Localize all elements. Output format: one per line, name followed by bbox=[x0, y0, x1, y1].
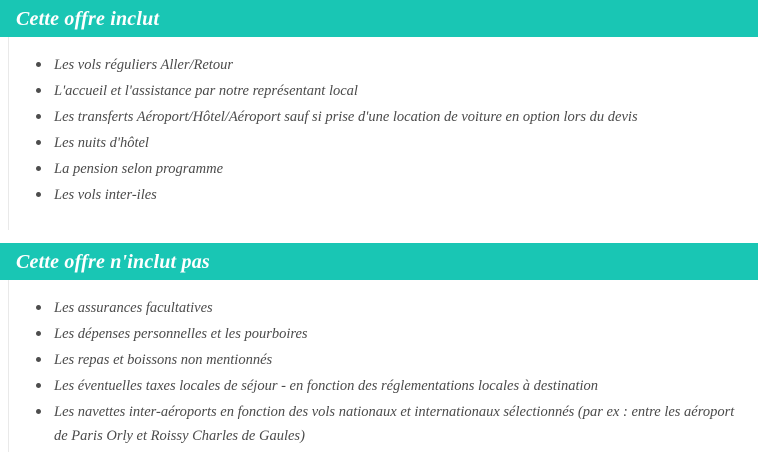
section-divider bbox=[0, 230, 758, 243]
list-item bbox=[42, 53, 738, 77]
list-item bbox=[42, 348, 738, 372]
section-excluded-title: Cette offre n'inclut pas bbox=[16, 250, 210, 273]
list-item-label: Les vols inter-iles bbox=[54, 187, 157, 203]
section-included-title: Cette offre inclut bbox=[16, 7, 160, 30]
section-excluded-header bbox=[0, 243, 758, 280]
list-item bbox=[42, 131, 738, 155]
list-item bbox=[42, 374, 738, 398]
list-item-label: La pension selon programme bbox=[54, 161, 224, 177]
list-item bbox=[42, 157, 738, 181]
list-item-label: Les transferts Aéroport/Hôtel/Aéroport sauf si prise d'une location de voiture en option lors du devis bbox=[54, 109, 638, 125]
list-item bbox=[42, 400, 738, 448]
list-item bbox=[42, 79, 738, 103]
section-excluded bbox=[0, 243, 758, 452]
list-item bbox=[42, 296, 738, 320]
list-item-label: Les navettes inter-aéroports en fonction des vols nationaux et internationaux sélectionnés (par ex : entre les aéroport de Paris Orly et Roissy Charles de Gaules) bbox=[54, 404, 735, 444]
section-included-header bbox=[0, 0, 758, 37]
list-item-label: Les vols réguliers Aller/Retour bbox=[54, 57, 233, 73]
excluded-list bbox=[20, 296, 738, 448]
list-item-label: Les repas et boissons non mentionnés bbox=[54, 352, 273, 368]
section-excluded-body bbox=[0, 280, 758, 452]
section-included-body bbox=[0, 37, 758, 230]
list-item-label: L'accueil et l'assistance par notre représentant local bbox=[54, 83, 358, 99]
list-item-label: Les nuits d'hôtel bbox=[54, 135, 149, 151]
included-list bbox=[20, 53, 738, 207]
list-item bbox=[42, 183, 738, 207]
list-item-label: Les éventuelles taxes locales de séjour - en fonction des réglementations locales à destination bbox=[54, 378, 599, 394]
list-item bbox=[42, 105, 738, 129]
list-item-label: Les dépenses personnelles et les pourboires bbox=[54, 326, 308, 342]
list-item bbox=[42, 322, 738, 346]
list-item-label: Les assurances facultatives bbox=[54, 300, 213, 316]
